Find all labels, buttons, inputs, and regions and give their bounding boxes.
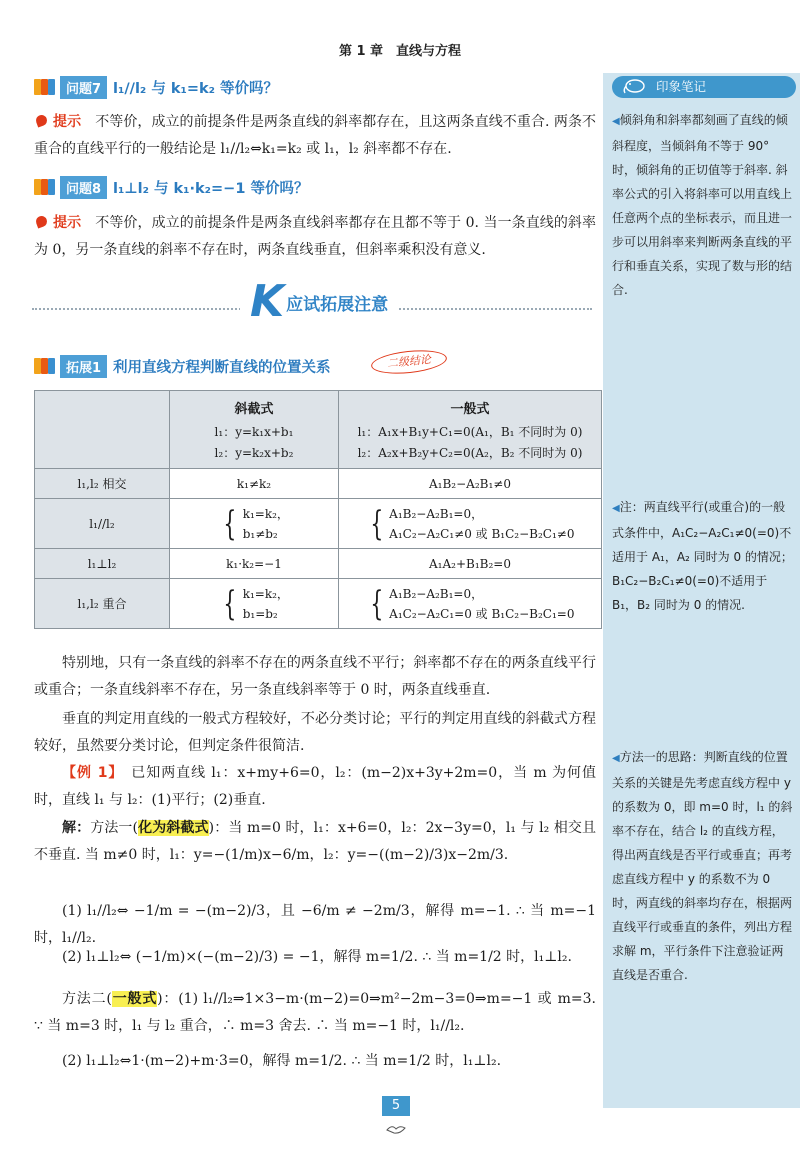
sidebar-title-bar	[612, 76, 796, 98]
solution-label: 解：	[62, 820, 91, 836]
method-2: 方法二(一般式)：(1) l₁//l₂⇒1×3−m·(m−2)=0⇒m²−2m−3=0⇒m=−1 或 m=3. ∵ 当 m=3 时，l₁ 与 l₂ 重合，∴ m=3 舍去. ∴ 当 m=−1 时，l₁//l₂.	[34, 991, 597, 1034]
section-title	[240, 276, 398, 327]
question-tag: 问题8	[60, 176, 107, 199]
elephant-icon	[622, 78, 646, 94]
triangle-icon: ◀	[612, 503, 620, 514]
table-row: l₁,l₂ 重合 { k₁=k₂， b₁=b₂ { A₁B₂−A₂B₁=0， A₁C₂−A₂C₁=0 或 B₁C₂−B₂C₁=0	[35, 579, 602, 629]
body-paragraph-1: 特别地，只有一条直线的斜率不存在的两条直线不平行；斜率都不存在的两条直线平行或重合；一条直线斜率不存在，另一条直线斜率等于 0 时，两条直线垂直.	[34, 655, 596, 698]
sidebar-note-1: ◀倾斜角和斜率都刻画了直线的倾斜程度，当倾斜角不等于 90° 时，倾斜角的正切值等于斜率. 斜率公式的引入将斜率可以用直线上任意两个点的坐标表示，而且进一步可以用斜率来判断两条直线的平行和垂直关系，实现了数与形的结合.	[612, 113, 793, 297]
table-header-general: 一般式 l₁：A₁x+B₁y+C₁=0(A₁，B₁ 不同时为 0) l₂：A₂x+B₂y+C₂=0(A₂，B₂ 不同时为 0)	[339, 391, 602, 469]
section-title-text: 应试拓展注意	[286, 294, 389, 315]
example-label: 【例 1】	[62, 765, 117, 781]
method-1-part-1: (1) l₁//l₂⇔ −1/m = −(m−2)/3，且 −6/m ≠ −2m/3，解得 m=−1. ∴ 当 m=−1 时，l₁//l₂.	[34, 903, 596, 946]
example-stem: 【例 1】 已知两直线 l₁：x+my+6=0，l₂：(m−2)x+3y+2m=0，当 m 为何值时，直线 l₁ 与 l₂：(1)平行；(2)垂直.	[34, 765, 596, 808]
book-icon	[34, 177, 56, 197]
tip-label: 提示	[53, 215, 82, 231]
relation-table	[34, 390, 602, 629]
table-row: l₁⊥l₂ k₁·k₂=−1 A₁A₂+B₁B₂=0	[35, 549, 602, 579]
highlight-slope-form: 化为斜截式	[138, 820, 209, 836]
question-7-heading	[34, 74, 278, 100]
extension-title: 利用直线方程判断直线的位置关系	[113, 359, 331, 376]
chapter-header: 第 1 章 直线与方程	[338, 44, 462, 59]
bird-icon	[386, 1120, 406, 1139]
table-row: l₁,l₂ 相交 k₁≠k₂ A₁B₂−A₂B₁≠0	[35, 469, 602, 499]
method-1: 解：方法一(化为斜截式)：当 m=0 时，l₁：x+6=0，l₂：2x−3y=0，l₁ 与 l₂ 相交且不垂直. 当 m≠0 时，l₁：y=−(1/m)x−6/m，l₂：y=−((m−2)/3)x−2m/3.	[34, 820, 596, 863]
extension-1-heading	[34, 353, 331, 379]
sidebar-note-2: ◀注：两直线平行(或重合)的一般式条件中，A₁C₂−A₂C₁≠0(=0)不适用于 A₁，A₂ 同时为 0 的情况；B₁C₂−B₂C₁≠0(=0)不适用于 B₁，B₂ 同时为 0 的情况.	[612, 500, 793, 612]
method-2-part-2: (2) l₁⊥l₂⇔1·(m−2)+m·3=0，解得 m=1/2. ∴ 当 m=1/2 时，l₁⊥l₂.	[62, 1053, 502, 1069]
triangle-icon: ◀	[612, 116, 620, 127]
extension-tag: 拓展1	[60, 355, 107, 378]
highlight-general-form: 一般式	[111, 991, 158, 1007]
book-icon	[34, 356, 56, 376]
triangle-icon: ◀	[612, 753, 620, 764]
question-8-heading	[34, 174, 308, 200]
table-row: l₁//l₂ { k₁=k₂， b₁≠b₂ { A₁B₂−A₂B₁=0， A₁C₂−A₂C₁≠0 或 B₁C₂−B₂C₁≠0	[35, 499, 602, 549]
question-title: l₁//l₂ 与 k₁=k₂ 等价吗？	[113, 80, 279, 97]
question-tag: 问题7	[60, 76, 107, 99]
question-title: l₁⊥l₂ 与 k₁·k₂=−1 等价吗？	[113, 180, 309, 197]
body-paragraph-2: 垂直的判定用直线的一般式方程较好，不必分类讨论；平行的判定用直线的斜截式方程较好，虽然要分类讨论，但判定条件很简洁.	[34, 711, 596, 754]
tip-label: 提示	[53, 114, 82, 130]
page-number: 5	[382, 1096, 410, 1116]
tip-icon	[34, 214, 48, 228]
level-badge: 二级结论	[370, 347, 448, 377]
tip-icon	[34, 113, 48, 127]
question-8-tip: 提示 不等价，成立的前提条件是两条直线斜率都存在且都不等于 0. 当一条直线的斜率为 0，另一条直线的斜率不存在时，两条直线垂直，但斜率乘积没有意义.	[34, 215, 597, 258]
table-corner	[35, 391, 170, 469]
question-7-tip: 提示 不等价，成立的前提条件是两条直线的斜率都存在，且这两条直线不重合. 两条不重合的直线平行的一般结论是 l₁//l₂⇔k₁=k₂ 或 l₁，l₂ 斜率都不存在.	[34, 114, 597, 157]
sidebar-title: 印象笔记	[655, 79, 706, 94]
book-icon	[34, 77, 56, 97]
method-1-part-2: (2) l₁⊥l₂⇔ (−1/m)×(−(m−2)/3) = −1，解得 m=1/2. ∴ 当 m=1/2 时，l₁⊥l₂.	[62, 949, 572, 965]
table-header-slope: 斜截式 l₁：y=k₁x+b₁ l₂：y=k₂x+b₂	[170, 391, 339, 469]
section-letter: K	[250, 276, 285, 327]
sidebar-note-3: ◀方法一的思路：判断直线的位置关系的关键是先考虑直线方程中 y 的系数为 0，即 m=0 时，l₁ 的斜率不存在，结合 l₂ 的直线方程，得出两直线是否平行或垂直；再考虑直线方程中 y 的系数不为 0 时，两直线的斜率均存在，根据两直线平行或垂直的条件，列出方程求解 m，平行条件下注意验证两直线是否重合.	[612, 750, 793, 982]
